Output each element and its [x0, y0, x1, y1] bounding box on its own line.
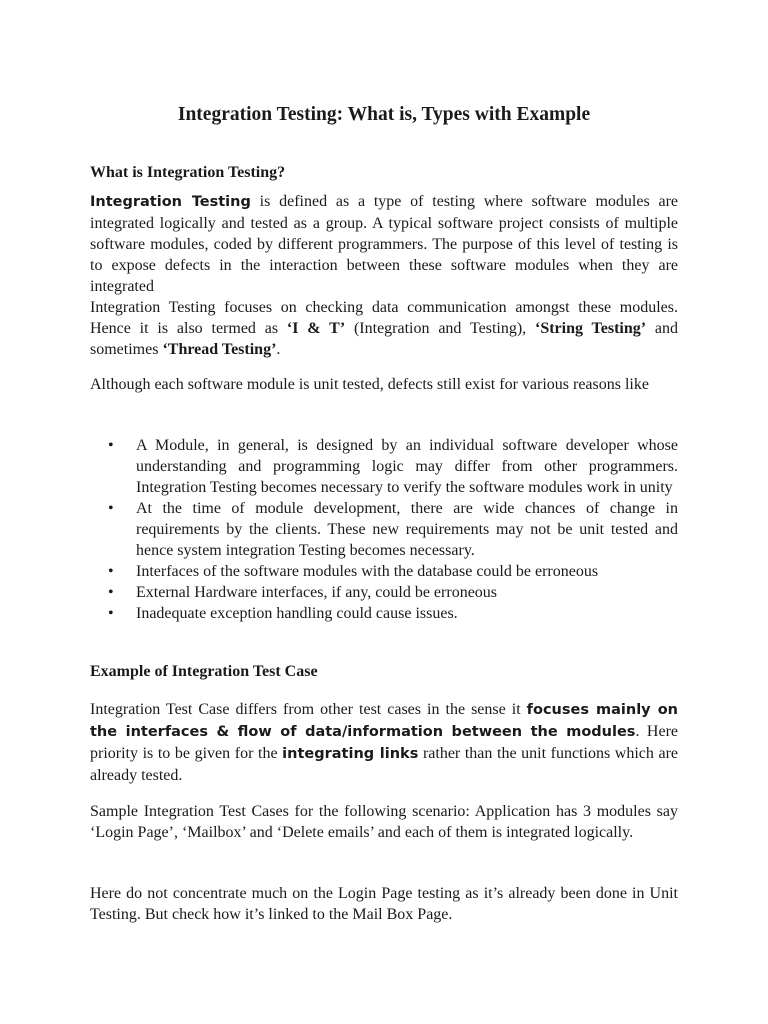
focus-paragraph — [90, 297, 678, 360]
list-item: • Interfaces of the software modules with the database could be erroneous — [136, 561, 678, 582]
example-text-b: . Here priority is to be given for the — [90, 723, 678, 762]
reasons-list — [90, 435, 678, 624]
section-heading-what-is: What is Integration Testing? — [90, 164, 286, 181]
page-title: Integration Testing: What is, Types with Example — [177, 104, 591, 125]
integrating-links-phrase: integrating links — [282, 746, 419, 762]
focus-text-d: . — [276, 341, 281, 358]
thread-testing-term: ‘Thread Testing’ — [162, 341, 277, 358]
sample-paragraph: Sample Integration Test Cases for the following scenario: Application has 3 modules say ‘Login Page’, ‘Mailbox’ and ‘Delete emails’ and each of them is integrated logically. — [90, 803, 678, 841]
integration-testing-term: Integration Testing — [90, 194, 251, 210]
i-and-t-term: ‘I & T’ — [286, 320, 346, 337]
example-text-c: rather than the unit functions which are already tested. — [90, 745, 679, 784]
list-item: • A Module, in general, is designed by an individual software developer whose understanding and programming logic may differ from other programmers. Integration Testing becomes necessary to verify the software modules work in unity — [136, 435, 678, 498]
string-testing-term: ‘String Testing’ — [535, 320, 647, 337]
focus-text-c: and sometimes — [90, 320, 679, 358]
focus-text-b: (Integration and Testing), — [345, 320, 535, 337]
definition-paragraph — [90, 191, 678, 297]
focus-text-a: Integration Testing focuses on checking data communication amongst these modules. Hence it is also termed as — [90, 299, 678, 337]
list-item: • Inadequate exception handling could cause issues. — [136, 603, 678, 624]
definition-block — [90, 191, 678, 360]
list-item: • External Hardware interfaces, if any, could be erroneous — [136, 582, 678, 603]
reasons-intro: Although each software module is unit tested, defects still exist for various reasons like — [90, 376, 649, 393]
section-heading-example: Example of Integration Test Case — [90, 663, 318, 680]
example-paragraph — [90, 699, 678, 786]
focus-phrase: focuses mainly on the interfaces & flow of data/information between the modules — [90, 702, 678, 740]
definition-text: is defined as a type of testing where software modules are integrated logically and tested as a group. A typical software project consists of multiple software modules, coded by different programmers. The purpose of this level of testing is to expose defects in the interaction between these software modules when they are integrated — [90, 193, 678, 295]
login-paragraph: Here do not concentrate much on the Login Page testing as it’s already been done in Unit Testing. But check how it’s linked to the Mail Box Page. — [90, 885, 678, 923]
list-item: • At the time of module development, there are wide chances of change in requirements by the clients. These new requirements may not be unit tested and hence system integration Testing becomes necessary. — [136, 498, 678, 561]
example-text-a: Integration Test Case differs from other test cases in the sense it — [90, 701, 527, 718]
